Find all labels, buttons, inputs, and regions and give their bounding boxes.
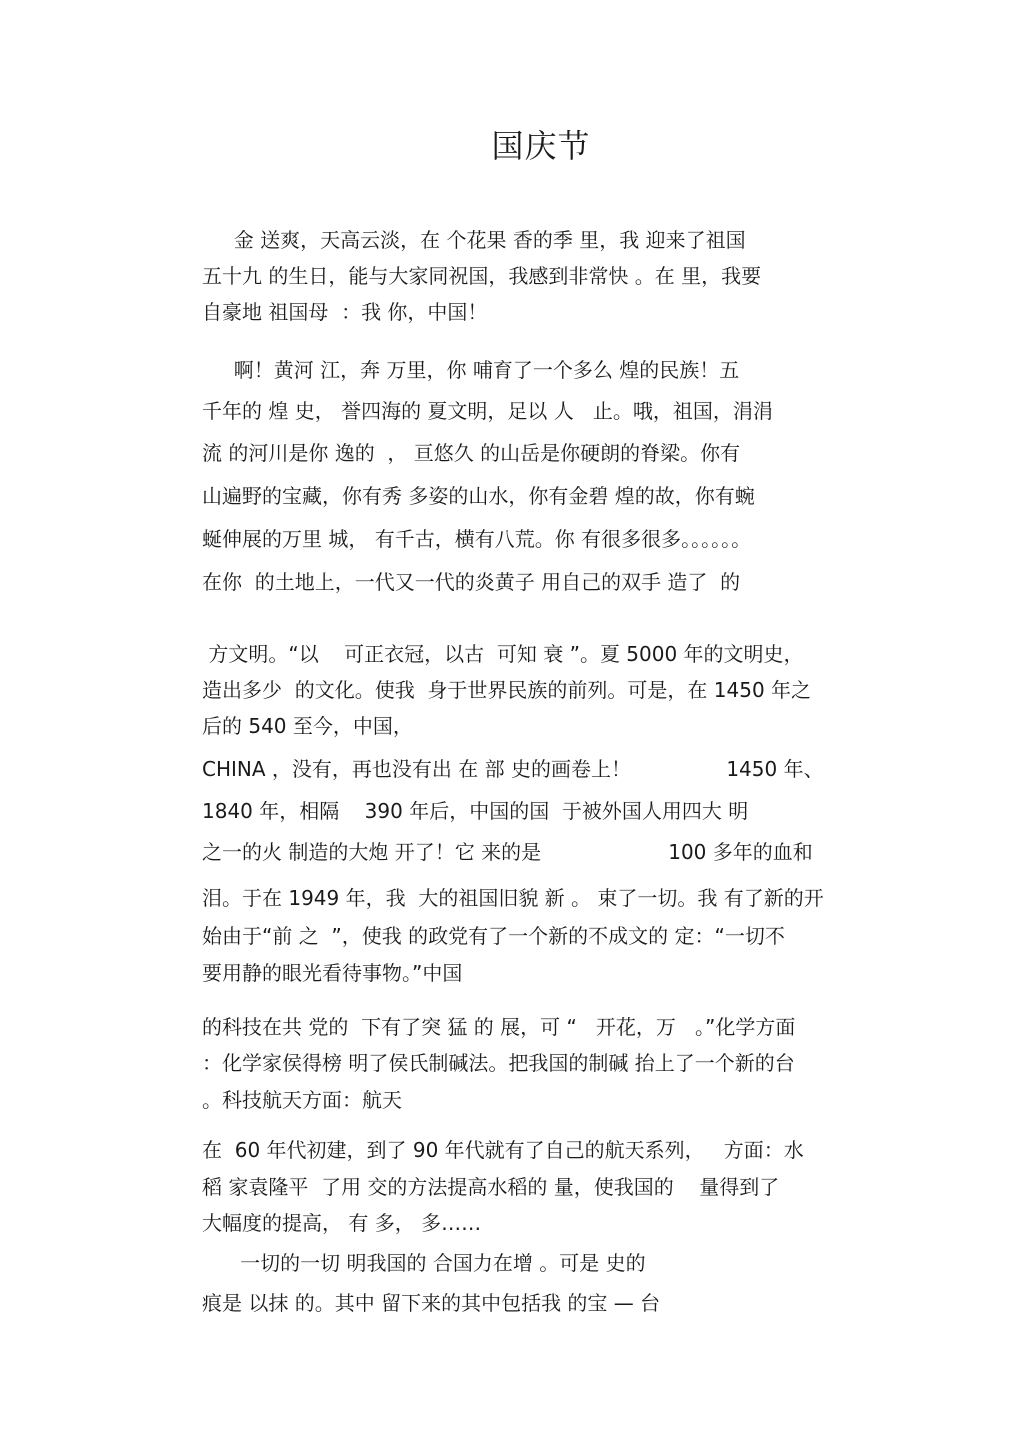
- paragraph-line: ：化学家侯得榜 明了侯氏制碱法。把我国的制碱 抬上了一个新的台: [202, 1051, 795, 1075]
- paragraph-line: 自豪地 祖国母 ：我 你，中国！: [202, 300, 488, 324]
- paragraph-line: 要用静的眼光看待事物。”中国: [202, 961, 463, 985]
- paragraph-line: 五十九 的生日，能与大家同祝国，我感到非常快 。在 里，我要: [202, 264, 762, 288]
- paragraph-line: 1840 年，相隔 390 年后，中国的国 于被外国人用四大 明: [202, 799, 749, 823]
- paragraph-line: 山遍野的宝藏，你有秀 多姿的山水，你有金碧 煌的故，你有蜿: [202, 484, 755, 508]
- paragraph-line: 之一的火 制造的大炮 开了！它 来的是 100 多年的血和: [202, 840, 813, 864]
- paragraph-line: 流 的河川是你 逸的 ， 亘悠久 的山岳是你硬朗的脊梁。你有: [202, 441, 741, 465]
- page-title: 国庆节: [491, 127, 591, 165]
- paragraph-line: 一切的一切 明我国的 合国力在增 。可是 史的: [202, 1251, 646, 1275]
- paragraph-line: 方文明。“以 可正衣冠，以古 可知 衰 ”。夏 5000 年的文明史，: [202, 642, 804, 666]
- paragraph-line: 在你 的土地上，一代又一代的炎黄子 用自己的双手 造了 的: [202, 570, 741, 594]
- paragraph-line: 后的 540 至今，中国，: [202, 714, 413, 738]
- paragraph-line: 。科技航天方面：航天: [202, 1088, 402, 1112]
- paragraph-line: 始由于“前 之 ”，使我 的政党有了一个新的不成文的 定：“一切不: [202, 924, 785, 948]
- paragraph-line: 蜒伸展的万里 城， 有千古，横有八荒。你 有很多很多。。。。。。: [202, 527, 752, 551]
- paragraph-line: 造出多少 的文化。使我 身于世界民族的前列。可是，在 1450 年之: [202, 678, 812, 702]
- paragraph-line: 泪。于在 1949 年，我 大的祖国旧貌 新 。 束了一切。我 有了新的开: [202, 886, 824, 910]
- paragraph-line: 在 60 年代初建，到了 90 年代就有了自己的航天系列， 方面：水: [202, 1138, 804, 1162]
- paragraph-line: 大幅度的提高， 有 多， 多……: [202, 1211, 482, 1235]
- paragraph-line: 稻 家袁隆平 了用 交的方法提高水稻的 量，使我国的 量得到了: [202, 1175, 780, 1199]
- paragraph-line: CHINA ，没有，再也没有出 在 部 史的画卷上！ 1450 年、: [202, 757, 824, 781]
- paragraph-line: 千年的 煌 史， 誉四海的 夏文明，足以 人 止。哦，祖国，涓涓: [202, 399, 773, 423]
- paragraph-line: 痕是 以抹 的。其中 留下来的其中包括我 的宝 — 台: [202, 1291, 661, 1315]
- paragraph-line: 的科技在共 党的 下有了突 猛 的 展，可 “ 开花，万 。”化学方面: [202, 1015, 796, 1039]
- paragraph-line: 啊！黄河 江，奔 万里，你 哺育了一个多么 煌的民族！五: [202, 358, 740, 382]
- paragraph-line: 金 送爽，天高云淡，在 个花果 香的季 里，我 迎来了祖国: [202, 228, 746, 252]
